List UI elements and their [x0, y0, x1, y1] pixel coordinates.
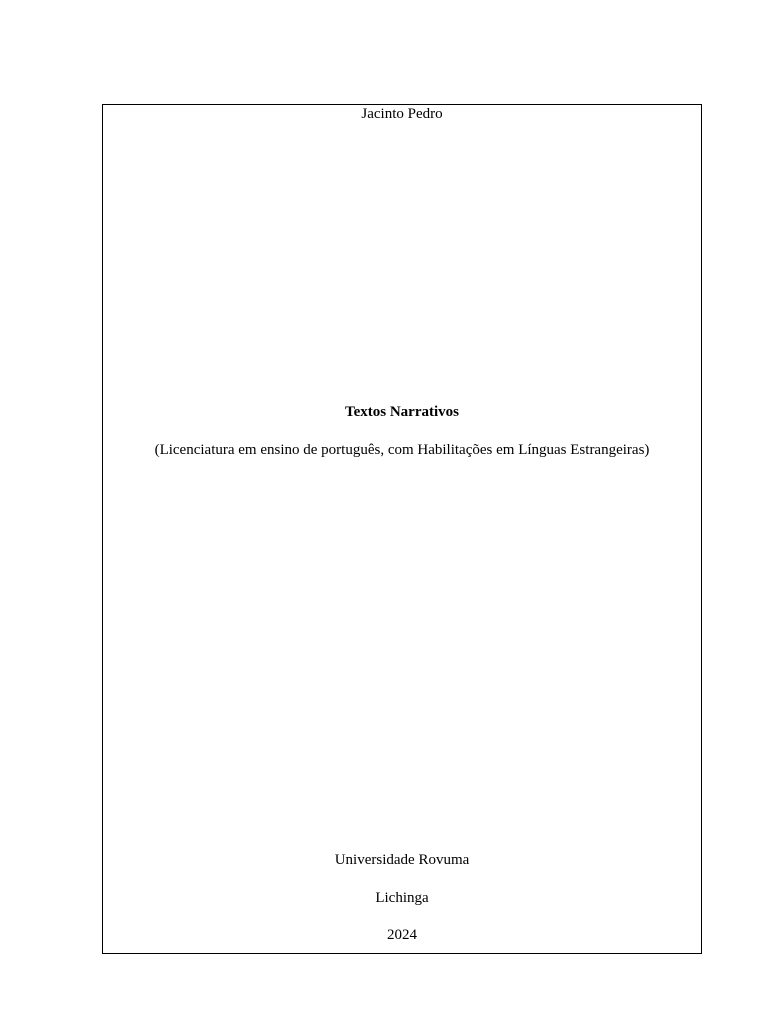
document-title: Textos Narrativos: [344, 404, 460, 420]
course-subtitle: (Licenciatura em ensino de português, com Habilitações em Línguas Estrangeiras): [154, 442, 650, 458]
city-name: Lichinga: [375, 890, 429, 906]
institution-name: Universidade Rovuma: [334, 852, 470, 868]
publication-year: 2024: [387, 927, 417, 943]
author-name: Jacinto Pedro: [361, 106, 443, 122]
cover-page-frame: [102, 104, 702, 954]
